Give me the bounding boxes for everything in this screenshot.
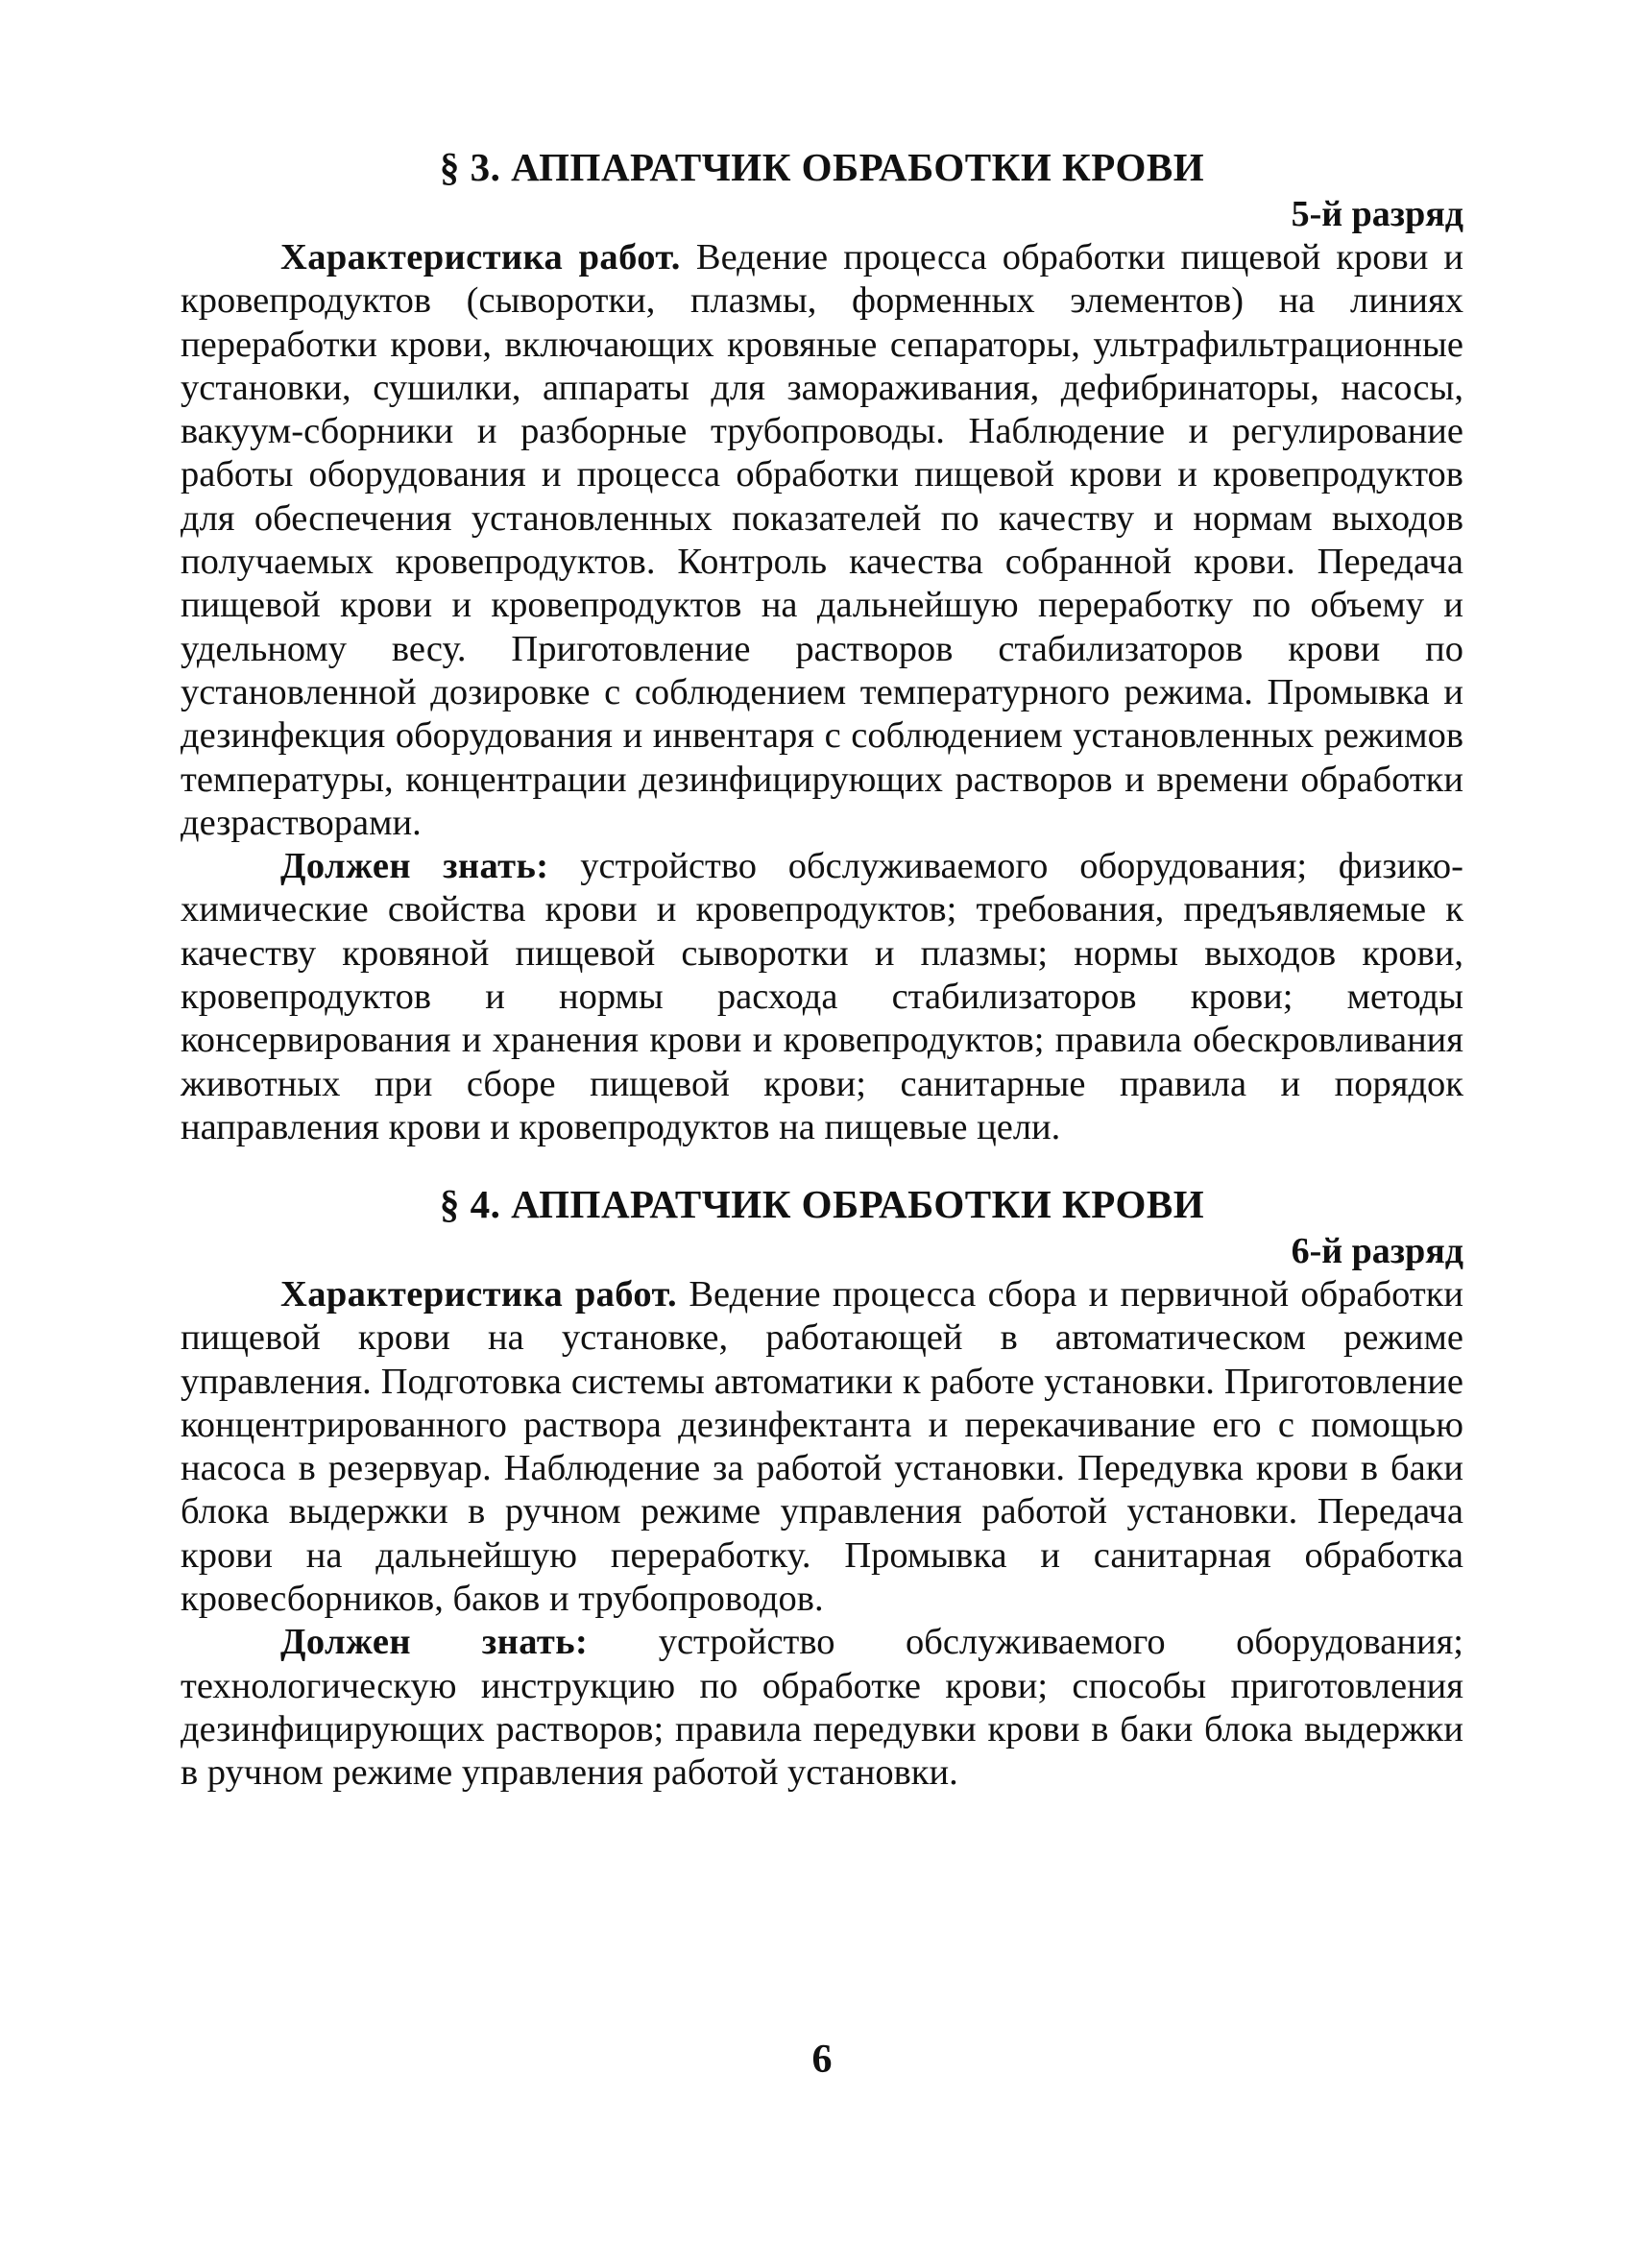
section-4-knowledge-lead: Должен знать: (280, 1622, 589, 1663)
section-3-knowledge (181, 845, 1463, 1149)
section-3-title: § 3. АППАРАТЧИК ОБРАБОТКИ КРОВИ (439, 145, 1205, 189)
page-number: 6 (811, 2038, 833, 2082)
section-3-body (181, 236, 1463, 1149)
section-4-body (181, 1273, 1463, 1796)
section-3-characteristics (181, 236, 1463, 845)
section-3-characteristics-text: Ведение процесса обработки пищевой крови и кровепродуктов (сыворотки, плазмы, форменных элементов) на линиях переработки крови, включающих кровяные сепараторы, ультрафильтрационные установки, сушилки, аппараты для замораживания, дефибринаторы, насосы, вакуум-сборники и разборные трубопроводы. Наблюдение и регулирование работы оборудования и процесса обработки пищевой крови и кровепродуктов для обеспечения установленных показателей по качеству и нормам выходов получаемых кровепродуктов. Контроль качества собранной крови. Передача пищевой крови и кровепродуктов на дальнейшую переработку по объему и удельному весу. Приготовление растворов стабилизаторов крови по установленной дозировке с соблюдением температурного режима. Промывка и дезинфекция оборудования и инвентаря с соблюдением установленных режимов температуры, концентрации дезинфицирующих растворов и времени обработки дезрастворами. (181, 237, 1464, 843)
section-4-characteristics-text: Ведение процесса сбора и первичной обработки пищевой крови на установке, работающей в автоматическом режиме управления. Подготовка системы автоматики к работе установки. Приготовление концентрированного раствора дезинфектанта и перекачивание его с помощью насоса в резервуар. Наблюдение за работой установки. Передувка крови в баки блока выдержки в ручном режиме управления работой установки. Передача крови на дальнейшую переработку. Промывка и санитарная обработка кровесборников, баков и трубопроводов. (181, 1274, 1464, 1620)
section-3-knowledge-lead: Должен знать: (280, 846, 549, 887)
section-4-characteristics (181, 1273, 1463, 1621)
section-4-knowledge-text: устройство обслуживаемого оборудования; технологическую инструкцию по обработке крови; способы приготовления дезинфицирующих растворов; правила передувки крови в баки блока выдержки в ручном режиме управления работой установки. (181, 1622, 1463, 1794)
section-3-knowledge-text: устройство обслуживаемого оборудования; физико-химические свойства крови и кровепродуктов; требования, предъявляемые к качеству кровяной пищевой сыворотки и плазмы; нормы выходов крови, кровепродуктов и нормы расхода стабилизаторов крови; методы консервирования и хранения крови и кровепродуктов; правила обескровливания животных при сборе пищевой крови; санитарные правила и порядок направления крови и кровепродуктов на пищевые цели. (181, 846, 1463, 1147)
section-4-characteristics-lead: Характеристика работ. (280, 1274, 678, 1315)
section-3-grade: 5-й разряд (1291, 194, 1463, 234)
section-4-title: § 4. АППАРАТЧИК ОБРАБОТКИ КРОВИ (439, 1182, 1205, 1226)
section-4-knowledge (181, 1621, 1463, 1795)
section-3-characteristics-lead: Характеристика работ. (280, 237, 681, 277)
section-4-grade: 6-й разряд (1291, 1231, 1463, 1271)
